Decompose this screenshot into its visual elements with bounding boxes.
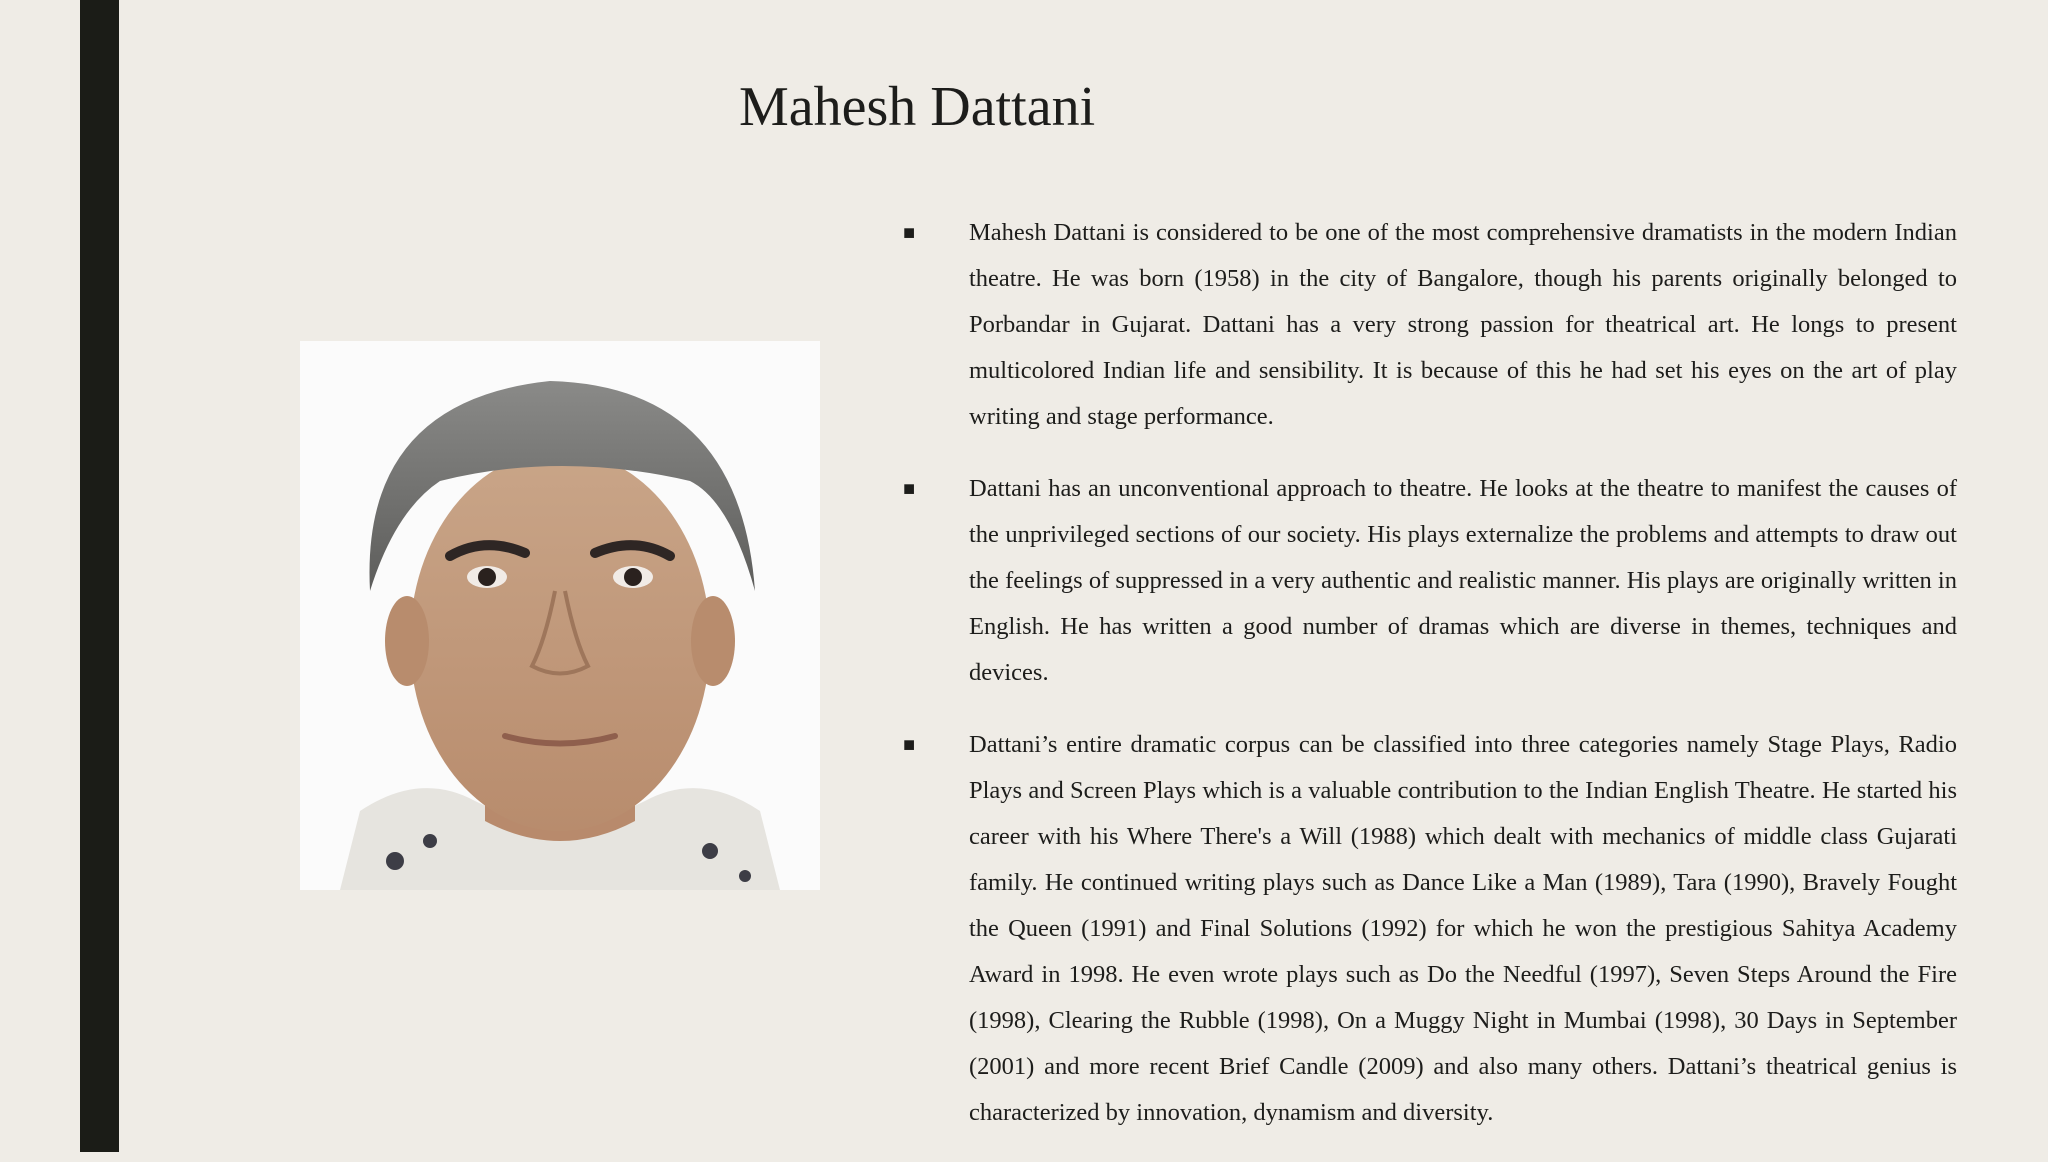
portrait-illustration bbox=[300, 341, 820, 890]
square-bullet-icon: ■ bbox=[903, 222, 916, 244]
square-bullet-icon: ■ bbox=[903, 478, 916, 500]
bullet-text: Dattani’s entire dramatic corpus can be classified into three categories namely Stage Plays, Radio Plays and Screen Plays which is a valuable contribution to the Indian English Theatre. He started his career with his Where There's a Will (1988) which dealt with mechanics of middle class Gujarati family. He continued writing plays such as Dance Like a Man (1989), Tara (1990), Bravely Fought the Queen (1991) and Final Solutions (1992) for which he won the prestigious Sahitya Academy Award in 1998. He even wrote plays such as Do the Needful (1997), Seven Steps Around the Fire (1998), Clearing the Rubble (1998), On a Muggy Night in Mumbai (1998), 30 Days in September (2001) and more recent Brief Candle (2009) and also many others. Dattani’s theatrical genius is characterized by innovation, dynamism and diversity. bbox=[969, 731, 1957, 1126]
slide-title: Mahesh Dattani bbox=[739, 76, 1096, 138]
left-accent-bar bbox=[80, 0, 119, 1152]
bullet-list bbox=[903, 210, 1957, 1162]
bullet-text: Dattani has an unconventional approach to theatre. He looks at the theatre to manifest the causes of the unprivileged sections of our society. His plays externalize the problems and attempts to draw out the feelings of suppressed in a very authentic and realistic manner. His plays are originally written in English. He has written a good number of dramas which are diverse in themes, techniques and devices. bbox=[969, 475, 1957, 686]
square-bullet-icon: ■ bbox=[903, 734, 916, 756]
portrait-photo bbox=[300, 341, 820, 890]
bullet-item bbox=[903, 210, 1957, 440]
bullet-item bbox=[903, 722, 1957, 1136]
bullet-text: Mahesh Dattani is considered to be one of the most comprehensive dramatists in the modern Indian theatre. He was born (1958) in the city of Bangalore, though his parents originally belonged to Porbandar in Gujarat. Dattani has a very strong passion for theatrical art. He longs to present multicolored Indian life and sensibility. It is because of this he had set his eyes on the art of play writing and stage performance. bbox=[969, 219, 1957, 430]
bullet-item bbox=[903, 466, 1957, 696]
